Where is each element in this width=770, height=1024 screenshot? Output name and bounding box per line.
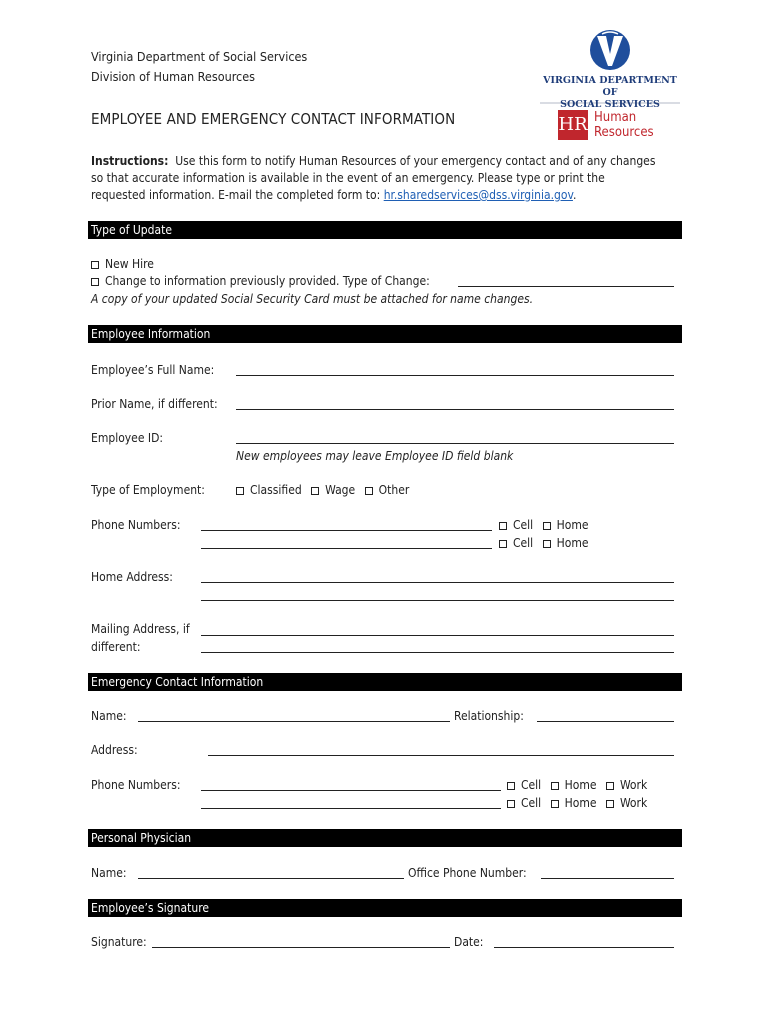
change-label: Change to information previously provided. Type of Change: [105,274,430,288]
emergency-phone-2-home-checkbox[interactable] [551,800,559,808]
full-name-field[interactable] [236,375,674,376]
office-phone-field[interactable] [541,878,674,879]
phone-1-home-checkbox[interactable] [543,522,551,530]
phone-2-home-label: Home [556,536,589,550]
vdss-logo-line-2: SOCIAL SERVICES [560,99,660,110]
instructions-line-3 [91,187,576,204]
phone-numbers-label: Phone Numbers: [91,518,181,532]
emergency-phone-2-work-label: Work [619,796,648,810]
other-checkbox[interactable] [365,487,373,495]
home-address-field-1[interactable] [201,582,674,583]
wage-checkbox[interactable] [311,487,319,495]
phone-2-type-options [499,535,595,552]
instructions-label: Instructions: [91,154,169,168]
full-name-label: Employee’s Full Name: [91,363,215,377]
emergency-phone-label: Phone Numbers: [91,778,181,792]
mailing-address-label-2: different: [91,640,141,654]
org-line-2: Division of Human Resources [91,69,256,84]
form-title: EMPLOYEE AND EMERGENCY CONTACT INFORMATION [91,110,456,128]
emergency-phone-1-type-options [507,777,653,794]
emergency-name-field[interactable] [138,721,450,722]
section-bar-employee-signature: Employee’s Signature [88,899,682,917]
home-address-label: Home Address: [91,570,173,584]
instructions-period: . [572,188,577,202]
employee-id-note: New employees may leave Employee ID field blank [236,449,514,463]
new-hire-label: New Hire [105,257,154,271]
signature-field[interactable] [152,947,450,948]
name-change-note: A copy of your updated Social Security Card must be attached for name changes. [91,292,534,306]
phone-1-type-options [499,517,595,534]
instructions-text-1: Use this form to notify Human Resources of your emergency contact and of any changes [175,154,656,168]
phone-2-cell-checkbox[interactable] [499,540,507,548]
relationship-label: Relationship: [454,709,524,723]
emergency-phone-2-type-options [507,795,653,812]
type-of-change-field[interactable] [458,286,674,287]
emergency-phone-1-home-checkbox[interactable] [551,782,559,790]
prior-name-field[interactable] [236,409,674,410]
mailing-address-field-1[interactable] [201,635,674,636]
instructions-text-3: requested information. E-mail the completed form to: [91,188,384,202]
emergency-phone-2-work-checkbox[interactable] [606,800,614,808]
physician-name-label: Name: [91,866,127,880]
date-field[interactable] [494,947,674,948]
emergency-phone-1-work-checkbox[interactable] [606,782,614,790]
employee-id-field[interactable] [236,443,674,444]
phone-2-cell-label: Cell [513,536,534,550]
hr-logo-badge: HR [558,110,588,140]
emergency-address-label: Address: [91,743,138,757]
phone-2-home-checkbox[interactable] [543,540,551,548]
mailing-address-field-2[interactable] [201,652,674,653]
phone-1-cell-checkbox[interactable] [499,522,507,530]
classified-checkbox[interactable] [236,487,244,495]
emergency-phone-1-work-label: Work [619,778,648,792]
wage-label: Wage [325,483,356,497]
change-checkbox[interactable] [91,278,99,286]
emergency-phone-2-field[interactable] [201,808,501,809]
phone-1-field[interactable] [201,530,492,531]
new-hire-checkbox[interactable] [91,261,99,269]
section-bar-employee-information: Employee Information [88,325,682,343]
phone-1-home-label: Home [556,518,589,532]
employment-type-options [236,482,415,499]
section-bar-personal-physician: Personal Physician [88,829,682,847]
physician-name-field[interactable] [138,878,404,879]
emergency-phone-1-cell-label: Cell [521,778,542,792]
vdss-logo [540,28,680,110]
section-bar-type-of-update: Type of Update [88,221,682,239]
emergency-phone-2-cell-label: Cell [521,796,542,810]
org-line-1: Virginia Department of Social Services [91,49,308,64]
relationship-field[interactable] [537,721,674,722]
instructions-line-1 [91,153,655,170]
type-of-employment-label: Type of Employment: [91,483,205,497]
section-bar-emergency-contact: Emergency Contact Information [88,673,682,691]
home-address-field-2[interactable] [201,600,674,601]
emergency-address-field[interactable] [208,755,674,756]
signature-label: Signature: [91,935,147,949]
emergency-phone-2-home-label: Home [564,796,597,810]
vdss-logo-text [540,75,680,111]
vdss-logo-line-1: VIRGINIA DEPARTMENT OF [543,75,677,98]
prior-name-label: Prior Name, if different: [91,397,218,411]
emergency-name-label: Name: [91,709,127,723]
hr-logo-word-2: Resources [594,125,654,140]
phone-1-cell-label: Cell [513,518,534,532]
date-label: Date: [454,935,484,949]
emergency-phone-1-field[interactable] [201,790,501,791]
emergency-phone-1-cell-checkbox[interactable] [507,782,515,790]
emergency-phone-2-cell-checkbox[interactable] [507,800,515,808]
phone-2-field[interactable] [201,548,492,549]
mailing-address-label-1: Mailing Address, if [91,622,190,636]
hr-logo [558,110,668,142]
office-phone-label: Office Phone Number: [408,866,527,880]
instructions-line-2: so that accurate information is available in the event of an emergency. Please type or print the [91,171,605,185]
email-link[interactable]: hr.sharedservices@dss.virginia.gov [383,188,573,202]
emergency-phone-1-home-label: Home [564,778,597,792]
other-label: Other [378,483,410,497]
employee-id-label: Employee ID: [91,431,164,445]
hr-logo-word-1: Human [594,110,637,125]
classified-label: Classified [250,483,302,497]
new-hire-option[interactable] [91,256,154,273]
change-option[interactable] [91,273,430,290]
